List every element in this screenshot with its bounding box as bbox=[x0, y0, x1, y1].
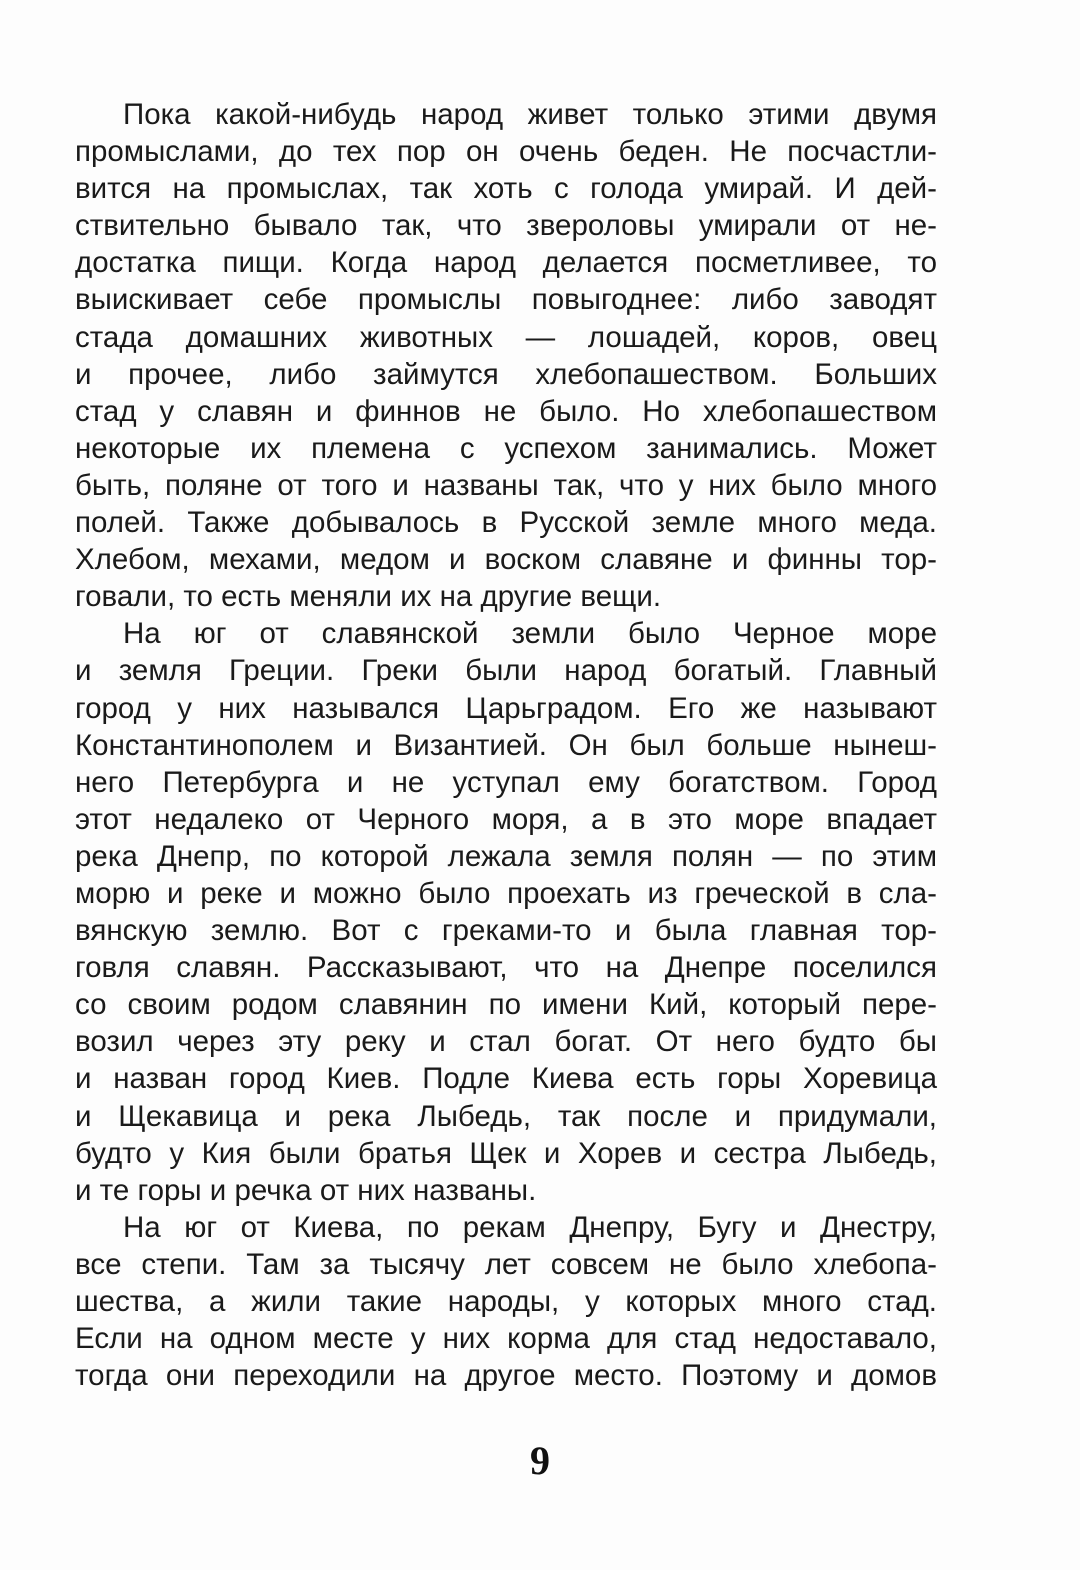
text-line: полей. Также добывалось в Русской земле много меда. bbox=[75, 506, 937, 540]
text-line: вится на промыслах, так хоть с голода умирай. И дей- bbox=[75, 172, 937, 206]
text-line: него Петербурга и не уступал ему богатством. Город bbox=[75, 765, 937, 799]
text-line: говали, то есть меняли их на другие вещи. bbox=[75, 580, 662, 614]
text-line: река Днепр, по которой лежала земля полян — по этим bbox=[75, 839, 937, 873]
text-line: морю и реке и можно было проехать из греческой в сла- bbox=[75, 876, 937, 910]
text-line: шества, а жили такие народы, у которых много стад. bbox=[75, 1285, 937, 1318]
text-line: тогда они переходили на другое место. Поэтому и домов bbox=[75, 1359, 937, 1393]
text-line: выискивает себе промыслы повыгоднее: либо заводят bbox=[75, 283, 937, 317]
text-line: некоторые их племена с успехом занимались. Может bbox=[75, 431, 937, 465]
text-line: и земля Греции. Греки были народ богатый. Главный bbox=[75, 654, 937, 688]
body-text bbox=[75, 96, 937, 1394]
text-line: промыслами, до тех пор он очень беден. Не посчастли- bbox=[75, 135, 937, 169]
text-line: На юг от славянской земли было Черное море bbox=[123, 617, 937, 651]
text-line: и прочее, либо займутся хлебопашеством. Больших bbox=[75, 357, 937, 391]
text-line: Если на одном месте у них корма для стад недоставало, bbox=[75, 1322, 937, 1356]
text-line: вянскую землю. Вот с греками-то и была главная тор- bbox=[75, 914, 937, 948]
text-line: будто у Кия были братья Щек и Хорев и сестра Лыбедь, bbox=[75, 1136, 937, 1170]
text-line: этот недалеко от Черного моря, а в это море впадает bbox=[75, 802, 937, 836]
text-line: и те горы и речка от них названы. bbox=[75, 1173, 537, 1207]
text-line: Хлебом, мехами, медом и воском славяне и финны тор- bbox=[75, 543, 937, 577]
text-line: стад у славян и финнов не было. Но хлебопашеством bbox=[75, 394, 937, 428]
text-line: и Щекавица и река Лыбедь, так после и придумали, bbox=[75, 1099, 937, 1133]
text-line: На юг от Киева, по рекам Днепру, Бугу и Днестру, bbox=[123, 1210, 937, 1244]
text-line: со своим родом славянин по имени Кий, который пере- bbox=[75, 988, 937, 1022]
text-line: возил через эту реку и стал богат. От него будто бы bbox=[75, 1025, 937, 1059]
text-line: Константинополем и Византией. Он был больше нынеш- bbox=[75, 728, 937, 762]
text-line: достатка пищи. Когда народ делается посметливее, то bbox=[75, 246, 937, 280]
text-line: город у них назывался Царьградом. Его же называют bbox=[75, 691, 937, 725]
text-line: стада домашних животных — лошадей, коров, овец bbox=[75, 320, 937, 354]
text-line: и назван город Киев. Подле Киева есть горы Хоревица bbox=[75, 1062, 937, 1096]
page-number: 9 bbox=[530, 1438, 550, 1483]
text-line: ствительно бывало так, что звероловы умирали от не- bbox=[75, 209, 937, 243]
text-line: быть, поляне от того и названы так, что у них было много bbox=[75, 468, 937, 502]
text-line: говля славян. Рассказывают, что на Днепре поселился bbox=[75, 951, 937, 985]
text-line: все степи. Там за тысячу лет совсем не было хлебопа- bbox=[75, 1247, 937, 1281]
text-line: Пока какой-нибудь народ живет только этими двумя bbox=[123, 98, 937, 131]
